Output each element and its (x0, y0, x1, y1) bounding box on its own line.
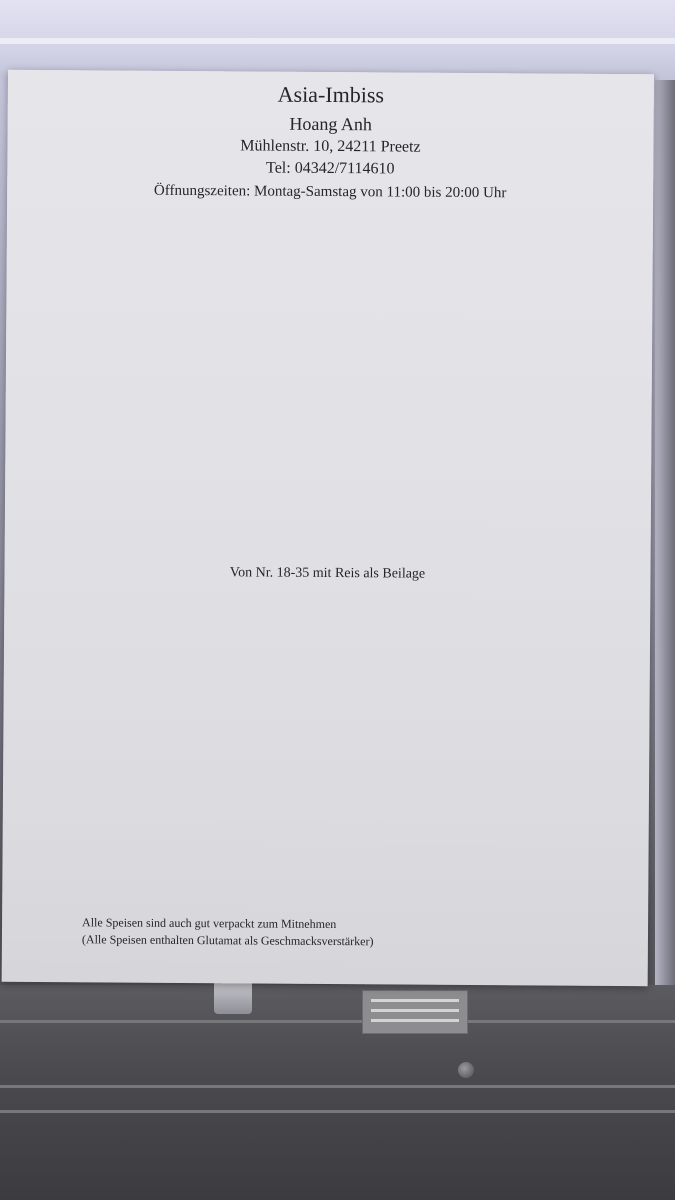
owner-name: Hoang Anh (289, 113, 372, 135)
counter-rail (0, 1020, 675, 1023)
counter-rail (0, 1085, 675, 1088)
device-label (362, 990, 468, 1034)
section-note: Von Nr. 18-35 mit Reis als Beilage (229, 565, 426, 582)
footer-takeaway: Alle Speisen sind auch gut verpackt zum Mitnehmen (82, 915, 337, 932)
opening-hours: Öffnungszeiten: Montag-Samstag von 11:00 bis 20:00 Uhr (153, 182, 507, 202)
glass-edge (0, 38, 675, 44)
footer-glutamate: (Alle Speisen enthalten Glutamat als Geschmacksverstärker) (81, 932, 374, 949)
restaurant-title: Asia-Imbiss (277, 81, 385, 108)
screw-icon (458, 1062, 474, 1078)
counter-rail (0, 1110, 675, 1113)
address: Mühlenstr. 10, 24211 Preetz (240, 137, 421, 156)
steel-counter (0, 985, 675, 1200)
display-frame (655, 80, 675, 990)
menu-sheet (2, 70, 654, 986)
phone: Tel: 04342/7114610 (266, 159, 395, 178)
